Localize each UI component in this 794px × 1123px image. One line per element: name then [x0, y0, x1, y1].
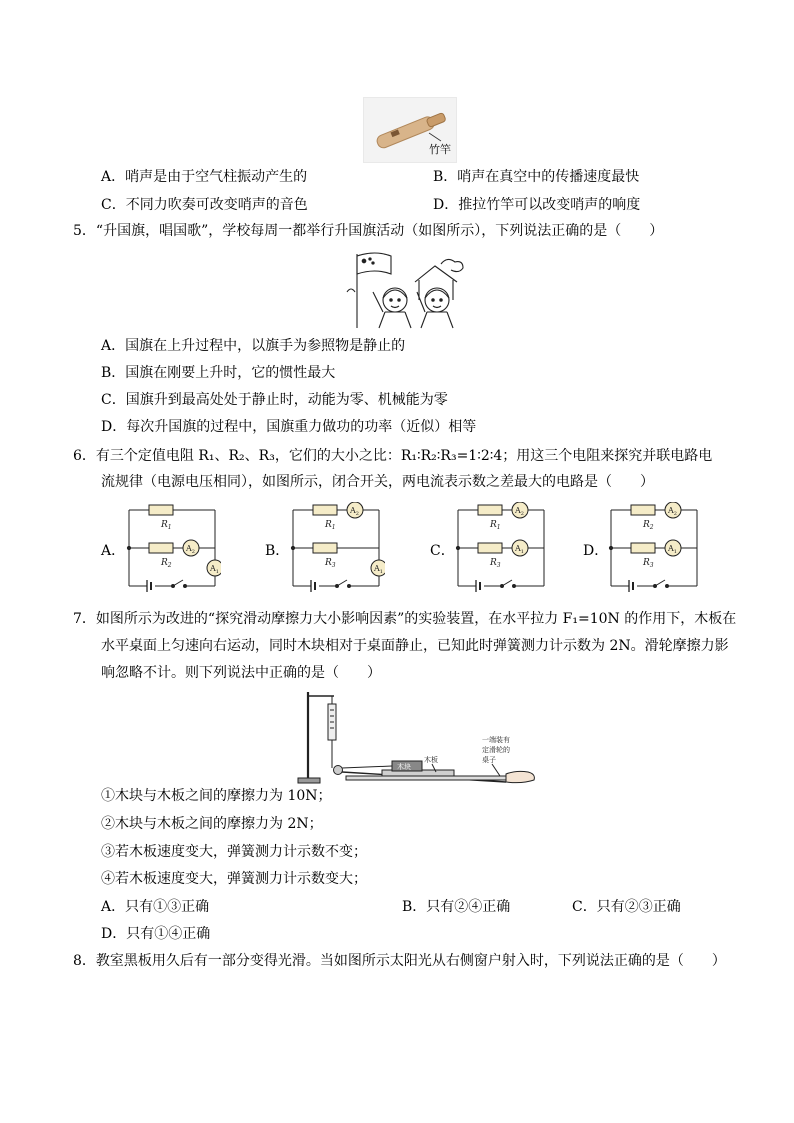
table-note-line3: 桌子 — [482, 756, 496, 764]
q7-option-c: C．只有②③正确 — [572, 899, 681, 915]
meter2-sub: 1 — [215, 569, 219, 575]
q7-statement-1: ①木块与木板之间的摩擦力为 10N； — [101, 788, 332, 804]
q7-statement-2: ②木块与木板之间的摩擦力为 2N； — [101, 816, 323, 832]
circuit-letter: B． — [265, 543, 290, 559]
whistle-figure — [363, 97, 457, 163]
meter1-label: A — [668, 506, 674, 515]
meter2-label: A — [515, 544, 521, 553]
q5-option-d: D．每次升国旗的过程中，国旗重力做功的功率（近似）相等 — [101, 419, 477, 435]
svg-text:R1 — [489, 520, 501, 531]
top-resistor-sub: 1 — [331, 524, 336, 531]
q7-stem-line2: 水平桌面上匀速向右运动，同时木块相对于桌面静止，已知此时弹簧测力计示数为 2N。滑轮摩擦力影 — [101, 638, 729, 654]
circuit-option-c — [430, 502, 548, 594]
top-resistor-sub: 1 — [167, 524, 172, 531]
table-note-line1: 一端装有 — [482, 736, 510, 744]
svg-text:R2 — [160, 558, 172, 569]
bottom-resistor-sub: 2 — [167, 562, 172, 569]
q4-option-d: D．推拉竹竿可以改变哨声的响度 — [433, 197, 641, 213]
q7-option-b: B．只有②④正确 — [402, 899, 511, 915]
meter2-label: A — [668, 544, 674, 553]
q5-option-b: B．国旗在刚要上升时，它的惯性最大 — [101, 365, 336, 381]
q7-stem-line1: 7．如图所示为改进的“探究滑动摩擦力大小影响因素”的实验装置，在水平拉力 F₁=10N 的作用下，木板在 — [73, 611, 737, 627]
q7-stem-line3: 响忽略不计。则下列说法中正确的是（ ） — [101, 665, 381, 681]
q6-stem-line2: 流规律（电源电压相同），如图所示，闭合开关，两电流表示数之差最大的电路是（ ） — [101, 474, 654, 490]
q5-option-c: C．国旗升到最高处处于静止时，动能为零、机械能为零 — [101, 392, 448, 408]
svg-text:R3 — [324, 558, 336, 569]
svg-text:R2 — [642, 520, 654, 531]
meter1-label: A — [186, 544, 192, 553]
top-resistor-sub: 2 — [649, 524, 654, 531]
bottom-resistor-sub: 3 — [649, 562, 654, 569]
block-label: 木块 — [397, 763, 411, 771]
circuit-letter: C． — [430, 543, 455, 559]
meter2-sub: 1 — [673, 549, 677, 555]
table-note-line2: 定滑轮的 — [482, 746, 510, 754]
q5-stem: 5．“升国旗，唱国歌”，学校每周一都举行升国旗活动（如图所示），下列说法正确的是（ ） — [73, 223, 664, 239]
q7-option-d: D．只有①④正确 — [101, 926, 211, 942]
bottom-resistor-label: R — [643, 558, 650, 568]
bottom-resistor-label: R — [161, 558, 168, 568]
meter2-label: A — [210, 564, 216, 573]
meter2-sub: 1 — [520, 549, 524, 555]
circuit-letter: D． — [583, 543, 609, 559]
q7-statement-4: ④若木板速度变大，弹簧测力计示数变大； — [101, 871, 367, 887]
q7-option-a: A．只有①③正确 — [101, 899, 210, 915]
svg-text:R1 — [160, 520, 172, 531]
q4-option-b: B．哨声在真空中的传播速度最快 — [433, 169, 640, 185]
board-label: 木板 — [424, 756, 438, 764]
meter2-label: A — [374, 564, 380, 573]
q4-option-c: C．不同力吹奏可改变哨声的音色 — [101, 197, 308, 213]
q5-option-a: A．国旗在上升过程中，以旗手为参照物是静止的 — [101, 338, 406, 354]
meter1-label: A — [350, 506, 356, 515]
meter1-sub: 2 — [355, 511, 359, 517]
flag-raising-figure — [345, 248, 473, 330]
svg-text:R3 — [489, 558, 501, 569]
bottom-resistor-sub: 3 — [496, 562, 501, 569]
meter1-sub: 2 — [191, 549, 195, 555]
top-resistor-label: R — [161, 520, 168, 530]
whistle-label: 竹竿 — [429, 143, 451, 156]
circuit-option-d — [583, 502, 701, 594]
q6-stem-line1: 6．有三个定值电阻 R₁、R₂、R₃，它们的大小之比：R₁∶R₂∶R₃=1∶2∶4；用这三个电阻来探究并联电路电 — [73, 448, 713, 464]
bottom-resistor-label: R — [325, 558, 332, 568]
bottom-resistor-label: R — [490, 558, 497, 568]
circuit-option-b — [265, 502, 383, 594]
top-resistor-label: R — [325, 520, 332, 530]
meter2-sub: 1 — [379, 569, 383, 575]
meter1-label: A — [515, 506, 521, 515]
q4-option-a: A．哨声是由于空气柱振动产生的 — [101, 169, 308, 185]
meter1-sub: 2 — [520, 511, 524, 517]
circuit-letter: A． — [101, 543, 126, 559]
friction-apparatus-figure — [296, 688, 552, 788]
q7-statement-3: ③若木板速度变大，弹簧测力计示数不变； — [101, 844, 367, 860]
q8-stem: 8．教室黑板用久后有一部分变得光滑。当如图所示太阳光从右侧窗户射入时，下列说法正确的是（ ） — [73, 953, 726, 969]
top-resistor-label: R — [643, 520, 650, 530]
svg-text:R1 — [324, 520, 336, 531]
top-resistor-sub: 1 — [496, 524, 501, 531]
svg-text:R3 — [642, 558, 654, 569]
circuit-option-a — [101, 502, 219, 594]
bottom-resistor-sub: 3 — [331, 562, 336, 569]
top-resistor-label: R — [490, 520, 497, 530]
meter1-sub: 2 — [673, 511, 677, 517]
